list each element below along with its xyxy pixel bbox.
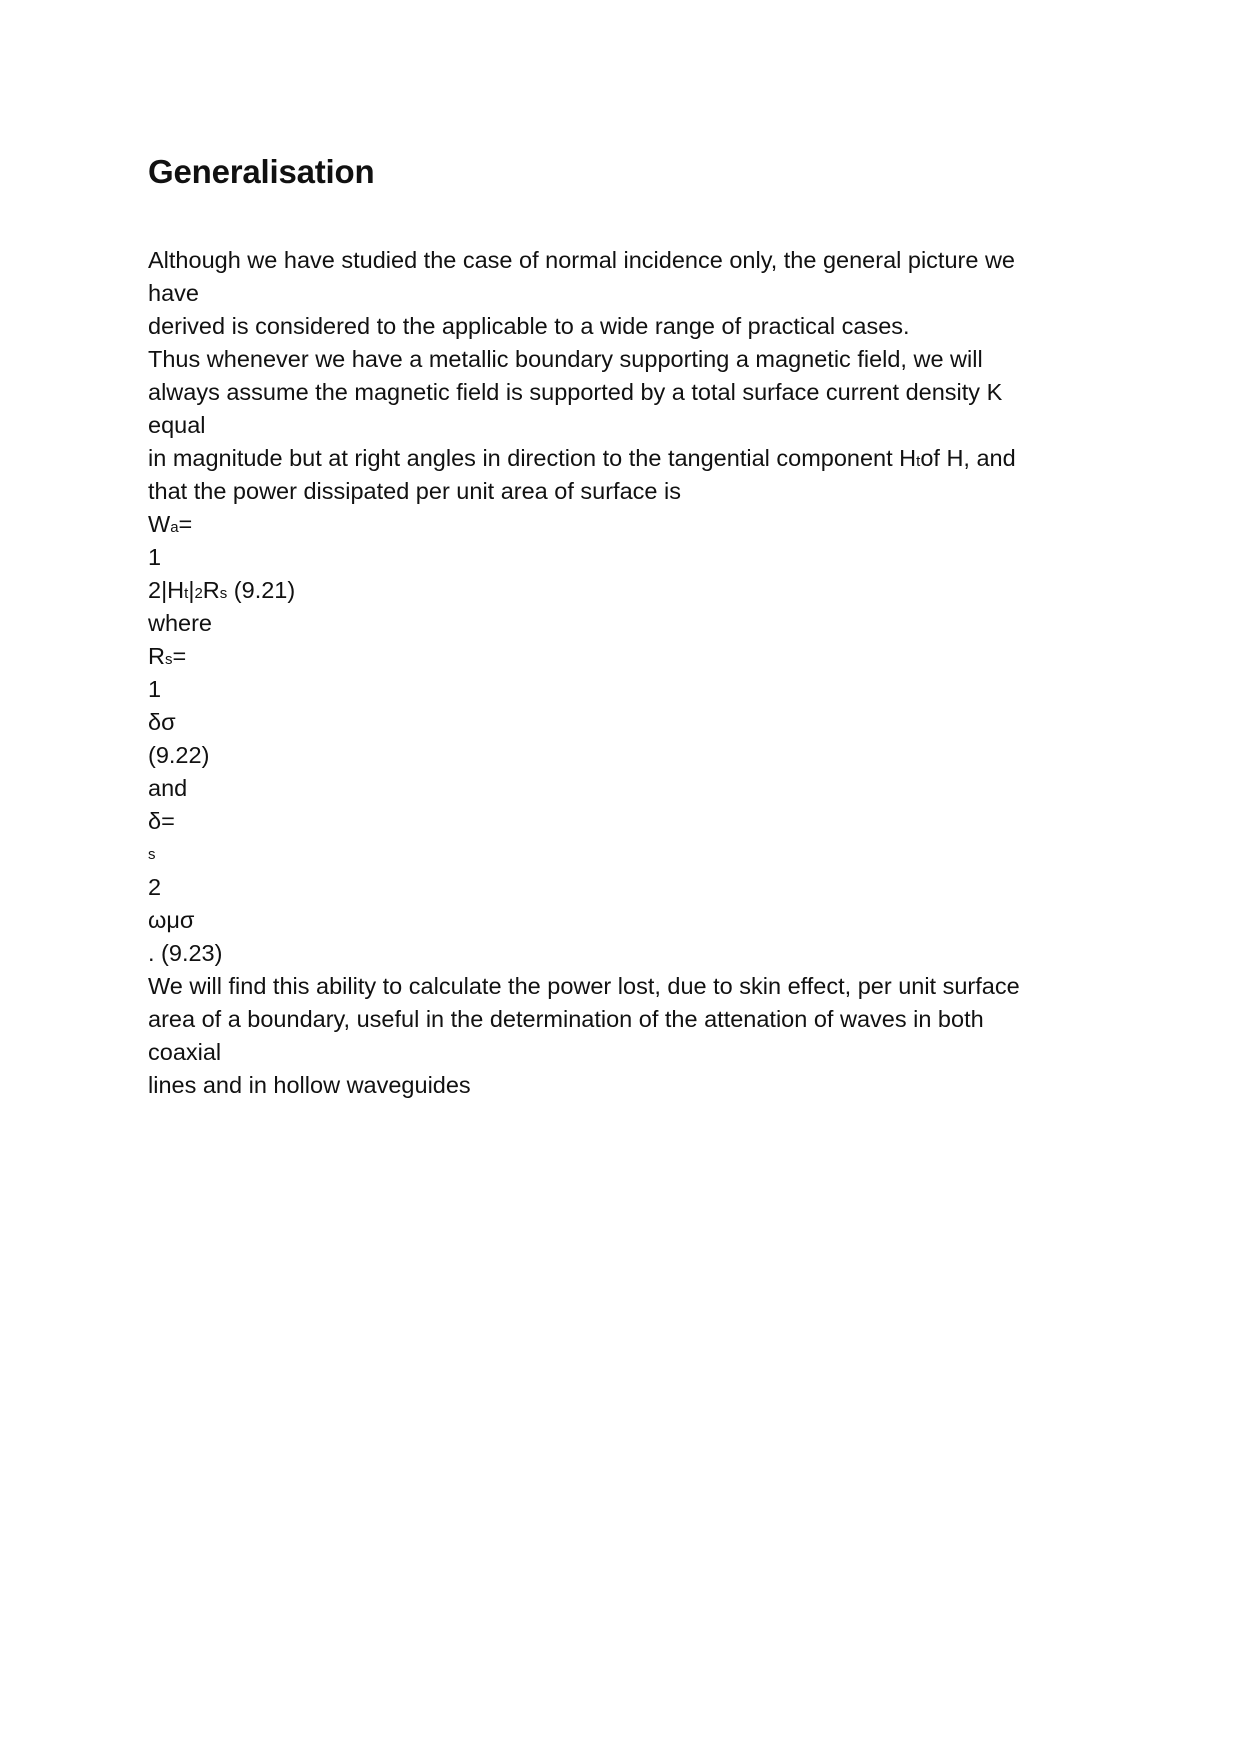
- subscript: a: [170, 519, 179, 536]
- equation-line: 2: [148, 874, 162, 900]
- text-line: We will find this ability to calculate the power lost, due to skin effect, per unit surface: [148, 973, 1020, 999]
- text-fragment: in magnitude but at right angles in direction to the tangential component H: [148, 445, 917, 471]
- text-fragment: |: [188, 577, 195, 603]
- text-fragment: R: [148, 643, 165, 669]
- subscript: 2: [194, 585, 203, 602]
- text-line: Although we have studied the case of normal incidence only, the general picture we: [148, 247, 1015, 273]
- text-line: area of a boundary, useful in the determination of the attenation of waves in both: [148, 1006, 984, 1032]
- text-line: equal: [148, 412, 206, 438]
- text-line: derived is considered to the applicable to a wide range of practical cases.: [148, 313, 910, 339]
- equation-line: [148, 640, 1108, 673]
- equation-line: δσ: [148, 709, 176, 735]
- subscript: t: [916, 453, 921, 470]
- text-line: [148, 442, 1108, 475]
- equation-line: [148, 574, 1108, 607]
- text-line: lines and in hollow waveguides: [148, 1072, 471, 1098]
- equation-line: [148, 508, 1108, 541]
- equation-number: (9.22): [148, 742, 210, 768]
- equation-number: (9.21): [233, 577, 296, 603]
- subscript: s: [164, 651, 173, 668]
- subscript: s: [219, 585, 228, 602]
- text-fragment: of H, and: [920, 445, 1016, 471]
- text-fragment: =: [172, 643, 187, 669]
- text-fragment: W: [148, 511, 171, 537]
- text-fragment: R: [202, 577, 220, 603]
- equation-line: s: [148, 846, 156, 863]
- text-line: coaxial: [148, 1039, 222, 1065]
- text-line: that the power dissipated per unit area of surface is: [148, 478, 681, 504]
- text-line: always assume the magnetic field is supported by a total surface current density K: [148, 379, 1003, 405]
- text-line: and: [148, 775, 188, 801]
- text-fragment: 2|H: [148, 577, 185, 603]
- subscript: t: [184, 585, 189, 602]
- text-line: where: [148, 610, 213, 636]
- equation-line: 1: [148, 676, 162, 702]
- page-title: Generalisation: [148, 153, 375, 190]
- equation-line: ωμσ: [148, 907, 195, 933]
- equation-number: . (9.23): [148, 940, 223, 966]
- text-line: have: [148, 280, 199, 306]
- text-line: Thus whenever we have a metallic boundary supporting a magnetic field, we will: [148, 346, 983, 372]
- text-fragment: =: [178, 511, 193, 537]
- body-text: [148, 244, 1108, 1102]
- equation-line: 1: [148, 544, 162, 570]
- equation-line: δ=: [148, 808, 175, 834]
